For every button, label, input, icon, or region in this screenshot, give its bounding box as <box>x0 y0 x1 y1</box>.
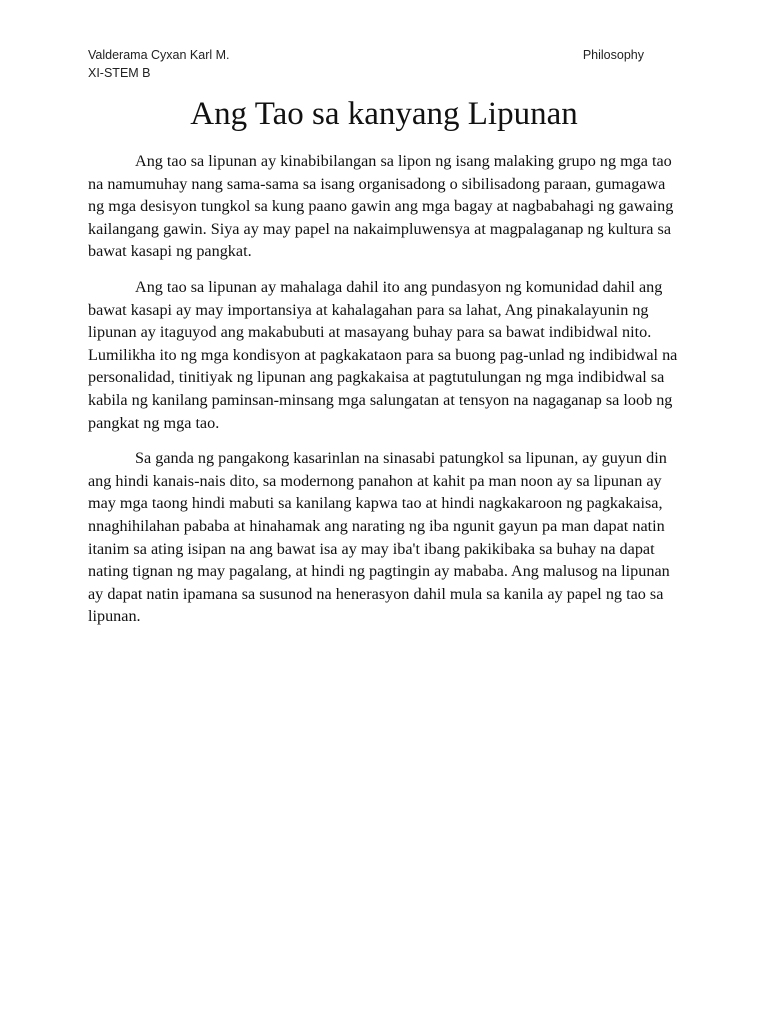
paragraph-3: Sa ganda ng pangakong kasarinlan na sinasabi patungkol sa lipunan, ay guyun din ang hindi kanais-nais dito, sa modernong panahon at kahit pa man noon ay sa lipunan ay may mga taong hindi mabuti sa kanilang kapwa tao at hindi nagkakaroon ng pagkakaisa, nnaghihilahan pababa at hinahamak ang narating ng iba ngunit gayun pa man dapat natin itanim sa ating isipan na ang bawat isa ay may iba't ibang pakikibaka sa buhay na dapat nating tignan ng may pagalang, at hindi ng pagtingin ay mababa. Ang malusog na lipunan ay dapat natin ipamana sa susunod na henerasyon dahil mula sa kanila ay papel ng tao sa lipunan. <box>88 449 670 626</box>
document-title: Ang Tao sa kanyang Lipunan <box>190 96 578 132</box>
student-info <box>88 46 230 82</box>
class-section: XI-STEM B <box>88 66 151 80</box>
subject-label: Philosophy <box>582 48 644 62</box>
paragraph-2: Ang tao sa lipunan ay mahalaga dahil ito ang pundasyon ng komunidad dahil ang bawat kasapi ay may importansiya at kahalagahan para sa lahat, Ang pinakalayunin ng lipunan ay itaguyod ang makabubuti at masayang buhay para sa bawat indibidwal nito. Lumilikha ito ng mga kondisyon at pagkakataon para sa buong pag-unlad ng indibidwal na personalidad, tinitiyak ng lipunan ang pagkakaisa at pagtutulungan ng mga indibidwal sa kabila ng kanilang paminsan-minsang mga salungatan at tensyon na nagaganap sa loob ng pangkat ng mga tao. <box>88 277 678 432</box>
paragraph-1: Ang tao sa lipunan ay kinabibilangan sa lipon ng isang malaking grupo ng mga tao na namumuhay nang sama-sama sa isang organisadong o sibilisadong paraan, gumagawa ng mga desisyon tungkol sa kung paano gawin ang mga bagay at nagbabahagi ng gawaing kailangang gawin. Siya ay may papel na nakaimpluwensya at magpalaganap ng kultura sa bawat kasapi ng pangkat. <box>88 152 674 261</box>
essay-body <box>88 150 680 641</box>
author-name: Valderama Cyxan Karl M. <box>88 48 230 62</box>
